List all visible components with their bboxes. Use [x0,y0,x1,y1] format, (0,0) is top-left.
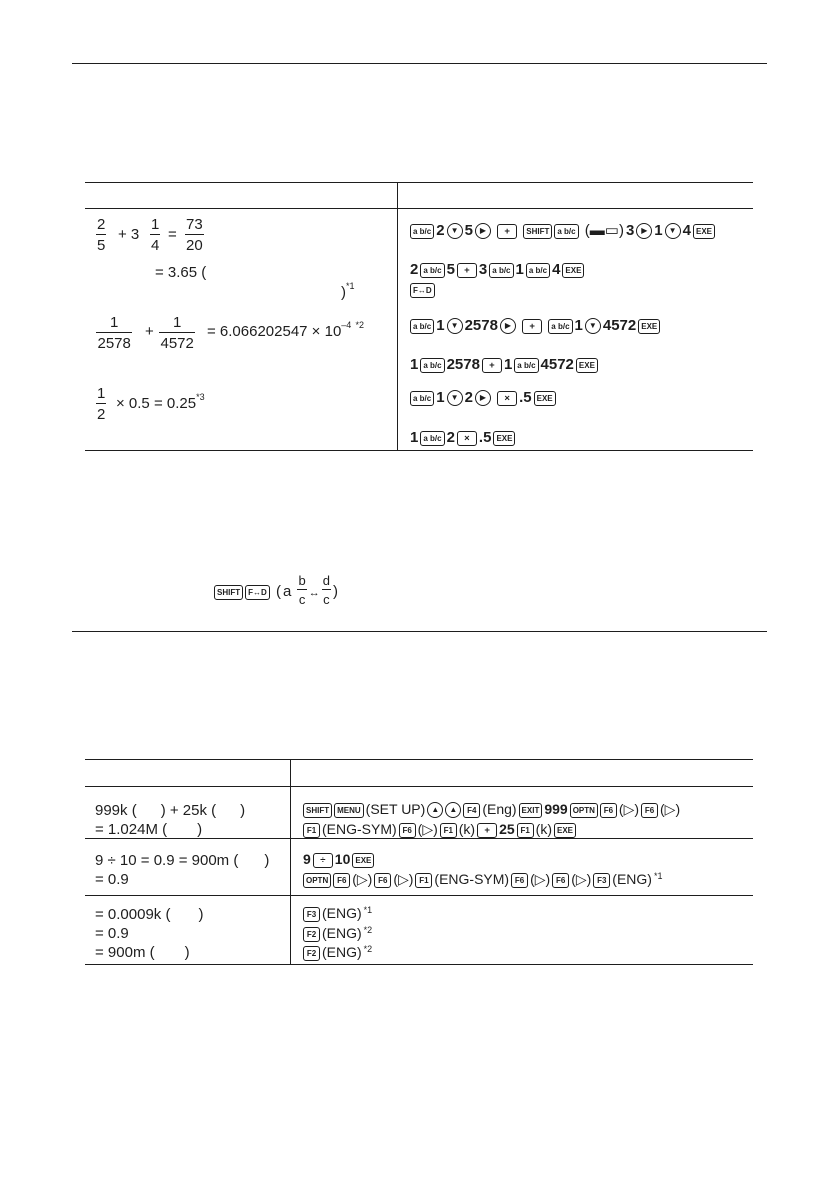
fraction-key-icon: a b/c [420,431,444,446]
key-label: (Eng) [482,801,517,817]
expression-text: + [145,323,154,340]
digit: 4 [682,222,691,239]
exponent: –4 [341,320,352,330]
down-arrow-icon: ▼ [665,223,681,239]
footnote-mark: *2 [363,925,373,935]
numerator: 1 [97,385,106,402]
exe-key-icon: EXE [562,263,584,278]
down-arrow-icon: ▼ [447,390,463,406]
key-sequence [303,801,682,818]
key-label: (▷) [530,871,551,887]
footnote-mark: *1 [653,871,663,881]
expression-text: = 0.9 [95,925,129,942]
fraction [96,315,132,351]
key-sequence [303,905,374,922]
right-arrow-icon: ▶ [475,223,491,239]
fraction-key-icon: a b/c [548,319,572,334]
digit: 4 [552,261,561,278]
fraction-key-icon: a b/c [420,263,444,278]
digit: 10 [334,851,351,867]
key-label: (▷) [571,871,592,887]
expression-text: + 3 [118,226,140,243]
digit: 3 [478,261,488,278]
shift-key-icon: SHIFT [214,585,243,600]
right-arrow-icon: ▶ [475,390,491,406]
footnote-mark: *2 [355,320,364,330]
top-rule [72,63,767,64]
down-arrow-icon: ▼ [585,318,601,334]
table1-bottom-border [85,450,753,451]
fraction-key-icon: a b/c [410,224,434,239]
digit: 2578 [446,356,480,373]
plus-key-icon: + [497,224,517,239]
f1-key-icon: F1 [440,823,457,838]
digit: .5 [478,429,492,446]
footnote-mark: *1 [346,281,355,291]
arrow-icon: ↔ [308,586,320,599]
exe-key-icon: EXE [693,224,715,239]
shift-key-icon: SHIFT [303,803,332,818]
key-sequence [410,430,517,446]
table2-row-border [85,838,753,839]
numerator: 2 [97,216,106,233]
f3-key-icon: F3 [593,873,610,888]
expression-text [95,907,203,922]
numerator: b [298,573,306,588]
key-sequence [410,282,437,298]
expression-text [116,392,205,412]
key-label: (▷) [660,801,681,817]
exe-key-icon: EXE [576,358,598,373]
digit: 1 [436,317,445,334]
fraction-key-icon: a b/c [514,358,538,373]
digit: 9 [303,851,311,867]
denominator: 20 [186,237,203,254]
fraction-key-icon: a b/c [410,391,434,406]
multiply-key-icon: × [497,391,517,406]
f1-key-icon: F1 [415,873,432,888]
expr-part: ) [197,821,203,838]
f6-key-icon: F6 [600,803,617,818]
fraction [150,217,160,253]
fraction [96,386,106,422]
key-sequence [410,357,600,373]
digit: 25 [499,821,515,837]
digit: 5 [464,222,473,239]
expr-part: ) [264,852,270,869]
table1-column-divider [397,182,398,451]
up-arrow-icon: ▲ [427,802,443,818]
digit: 4572 [602,317,637,334]
fd-key-icon: F↔D [410,283,435,298]
fraction-key-icon: a b/c [420,358,444,373]
table1-header-border [85,208,753,209]
down-arrow-icon: ▼ [447,318,463,334]
key-sequence [303,821,578,838]
denominator: c [298,592,306,607]
key-sequence [410,223,717,239]
key-label: (k) [458,821,476,837]
key-sequence [303,925,374,942]
expr-part: = 900m ( [95,944,155,961]
denominator: 4572 [160,335,194,352]
key-label: (k) [535,821,552,837]
numerator: d [322,573,330,588]
plus-key-icon: + [457,263,477,278]
f2-key-icon: F2 [303,927,320,942]
exe-key-icon: EXE [534,391,556,406]
expr-part: ) [184,944,190,961]
exe-key-icon: EXE [493,431,515,446]
key-label: (SET UP) [365,801,426,817]
numerator: 1 [151,216,160,233]
fraction [185,217,204,253]
table2-column-divider [290,759,291,965]
optn-key-icon: OPTN [570,803,598,818]
label-a: a [282,582,292,600]
key-label: (ENG-SYM) [322,821,397,837]
numerator: 1 [159,315,195,333]
expression-text [207,320,364,340]
fraction-key-icon: a b/c [554,224,578,239]
exe-key-icon: EXE [352,853,374,868]
result: = 6.066202547 × 10 [207,323,342,340]
key-label: (▷) [417,821,438,837]
expression-text [95,945,190,960]
expr-part: 999k ( [95,802,137,819]
exe-key-icon: EXE [638,319,660,334]
fd-key-icon: F↔D [245,585,270,600]
plus-key-icon: + [477,823,497,838]
shift-key-icon: SHIFT [523,224,552,239]
right-arrow-icon: ▶ [636,223,652,239]
exe-key-icon: EXE [554,823,576,838]
digit: 2 [446,429,455,446]
digit: 1 [503,356,513,373]
numerator: 1 [96,315,132,333]
key-sequence [410,318,662,334]
footnote-mark: *1 [363,905,373,915]
key-sequence [410,262,586,278]
fraction-key-icon: a b/c [410,319,434,334]
paren: ) [341,284,346,301]
optn-key-icon: OPTN [303,873,331,888]
denominator: 4 [151,237,160,254]
paren: ) [332,582,338,600]
key-label: (▷) [618,801,640,817]
table2-row-border [85,895,753,896]
footnote-mark: *3 [196,392,205,402]
table1-top-border [85,182,753,183]
f6-key-icon: F6 [552,873,569,888]
denominator: 2578 [97,335,131,352]
digit: 2 [410,261,419,278]
f6-key-icon: F6 [641,803,658,818]
key-label: (ENG-SYM) [434,871,510,887]
fraction [322,574,331,606]
fraction-key-icon: a b/c [526,263,550,278]
f6-key-icon: F6 [333,873,350,888]
up-arrow-icon: ▲ [445,802,461,818]
expression-text [95,853,269,868]
digit: 1 [515,261,524,278]
expr-part: ) + 25k ( [160,802,217,819]
plus-key-icon: + [522,319,542,334]
fraction-key-icon: a b/c [489,263,513,278]
divide-key-icon: ÷ [313,853,333,868]
f1-key-icon: F1 [517,823,534,838]
section-rule [72,631,767,632]
expr-part: 9 ÷ 10 = 0.9 = 900m ( [95,852,239,869]
right-arrow-icon: ▶ [500,318,516,334]
footnote-mark: *2 [363,944,373,954]
digit: 5 [446,261,455,278]
table2-top-border [85,759,753,760]
expression-text [95,803,245,818]
down-arrow-icon: ▼ [447,223,463,239]
key-sequence [410,390,558,406]
denominator: 5 [97,237,106,254]
f6-key-icon: F6 [374,873,391,888]
f6-key-icon: F6 [511,873,528,888]
key-label: (ENG) [322,944,362,960]
digit: 999 [544,801,568,817]
denominator: c [323,592,330,607]
key-label: (ENG) [612,871,652,887]
expression-text: = 3.65 ( [155,264,207,281]
f3-key-icon: F3 [303,907,320,922]
note-key-line [214,573,340,608]
digit: 2 [436,222,445,239]
digit: .5 [519,389,532,406]
mixed-fraction-label: (▬▭) [584,222,624,239]
digit: 2 [464,389,473,406]
expression-text: = [168,226,177,243]
digit: 1 [410,356,419,373]
digit: 3 [625,222,635,239]
digit: 4572 [540,356,574,373]
digit: 1 [436,389,445,406]
key-label: (ENG) [322,905,362,921]
key-label: (▷) [352,871,373,887]
expression-text [341,281,355,301]
key-label: (▷) [393,871,414,887]
key-sequence [303,851,376,868]
digit: 2578 [464,317,498,334]
result: × 0.5 = 0.25 [116,395,197,412]
key-label: (ENG) [322,925,362,941]
fraction [297,574,306,606]
expr-part: ) [198,906,204,923]
paren: ( [275,582,281,600]
f6-key-icon: F6 [399,823,416,838]
digit: 1 [574,317,583,334]
numerator: 73 [186,216,203,233]
digit: 1 [410,429,419,446]
expression-text: = 0.9 [95,871,129,888]
plus-key-icon: + [482,358,502,373]
f2-key-icon: F2 [303,946,320,961]
exit-key-icon: EXIT [519,803,543,818]
expr-part: = 1.024M ( [95,821,168,838]
digit: 1 [654,222,663,239]
expression-text [95,822,202,837]
fraction [96,217,106,253]
multiply-key-icon: × [457,431,477,446]
key-sequence [303,871,664,888]
denominator: 2 [97,406,106,423]
menu-key-icon: MENU [334,803,364,818]
f1-key-icon: F1 [303,823,320,838]
key-sequence [303,944,374,961]
fraction [159,315,195,351]
expr-part: ) [240,802,246,819]
f4-key-icon: F4 [463,803,480,818]
table2-header-border [85,786,753,787]
expr-part: = 0.0009k ( [95,906,171,923]
table2-bottom-border [85,964,753,965]
